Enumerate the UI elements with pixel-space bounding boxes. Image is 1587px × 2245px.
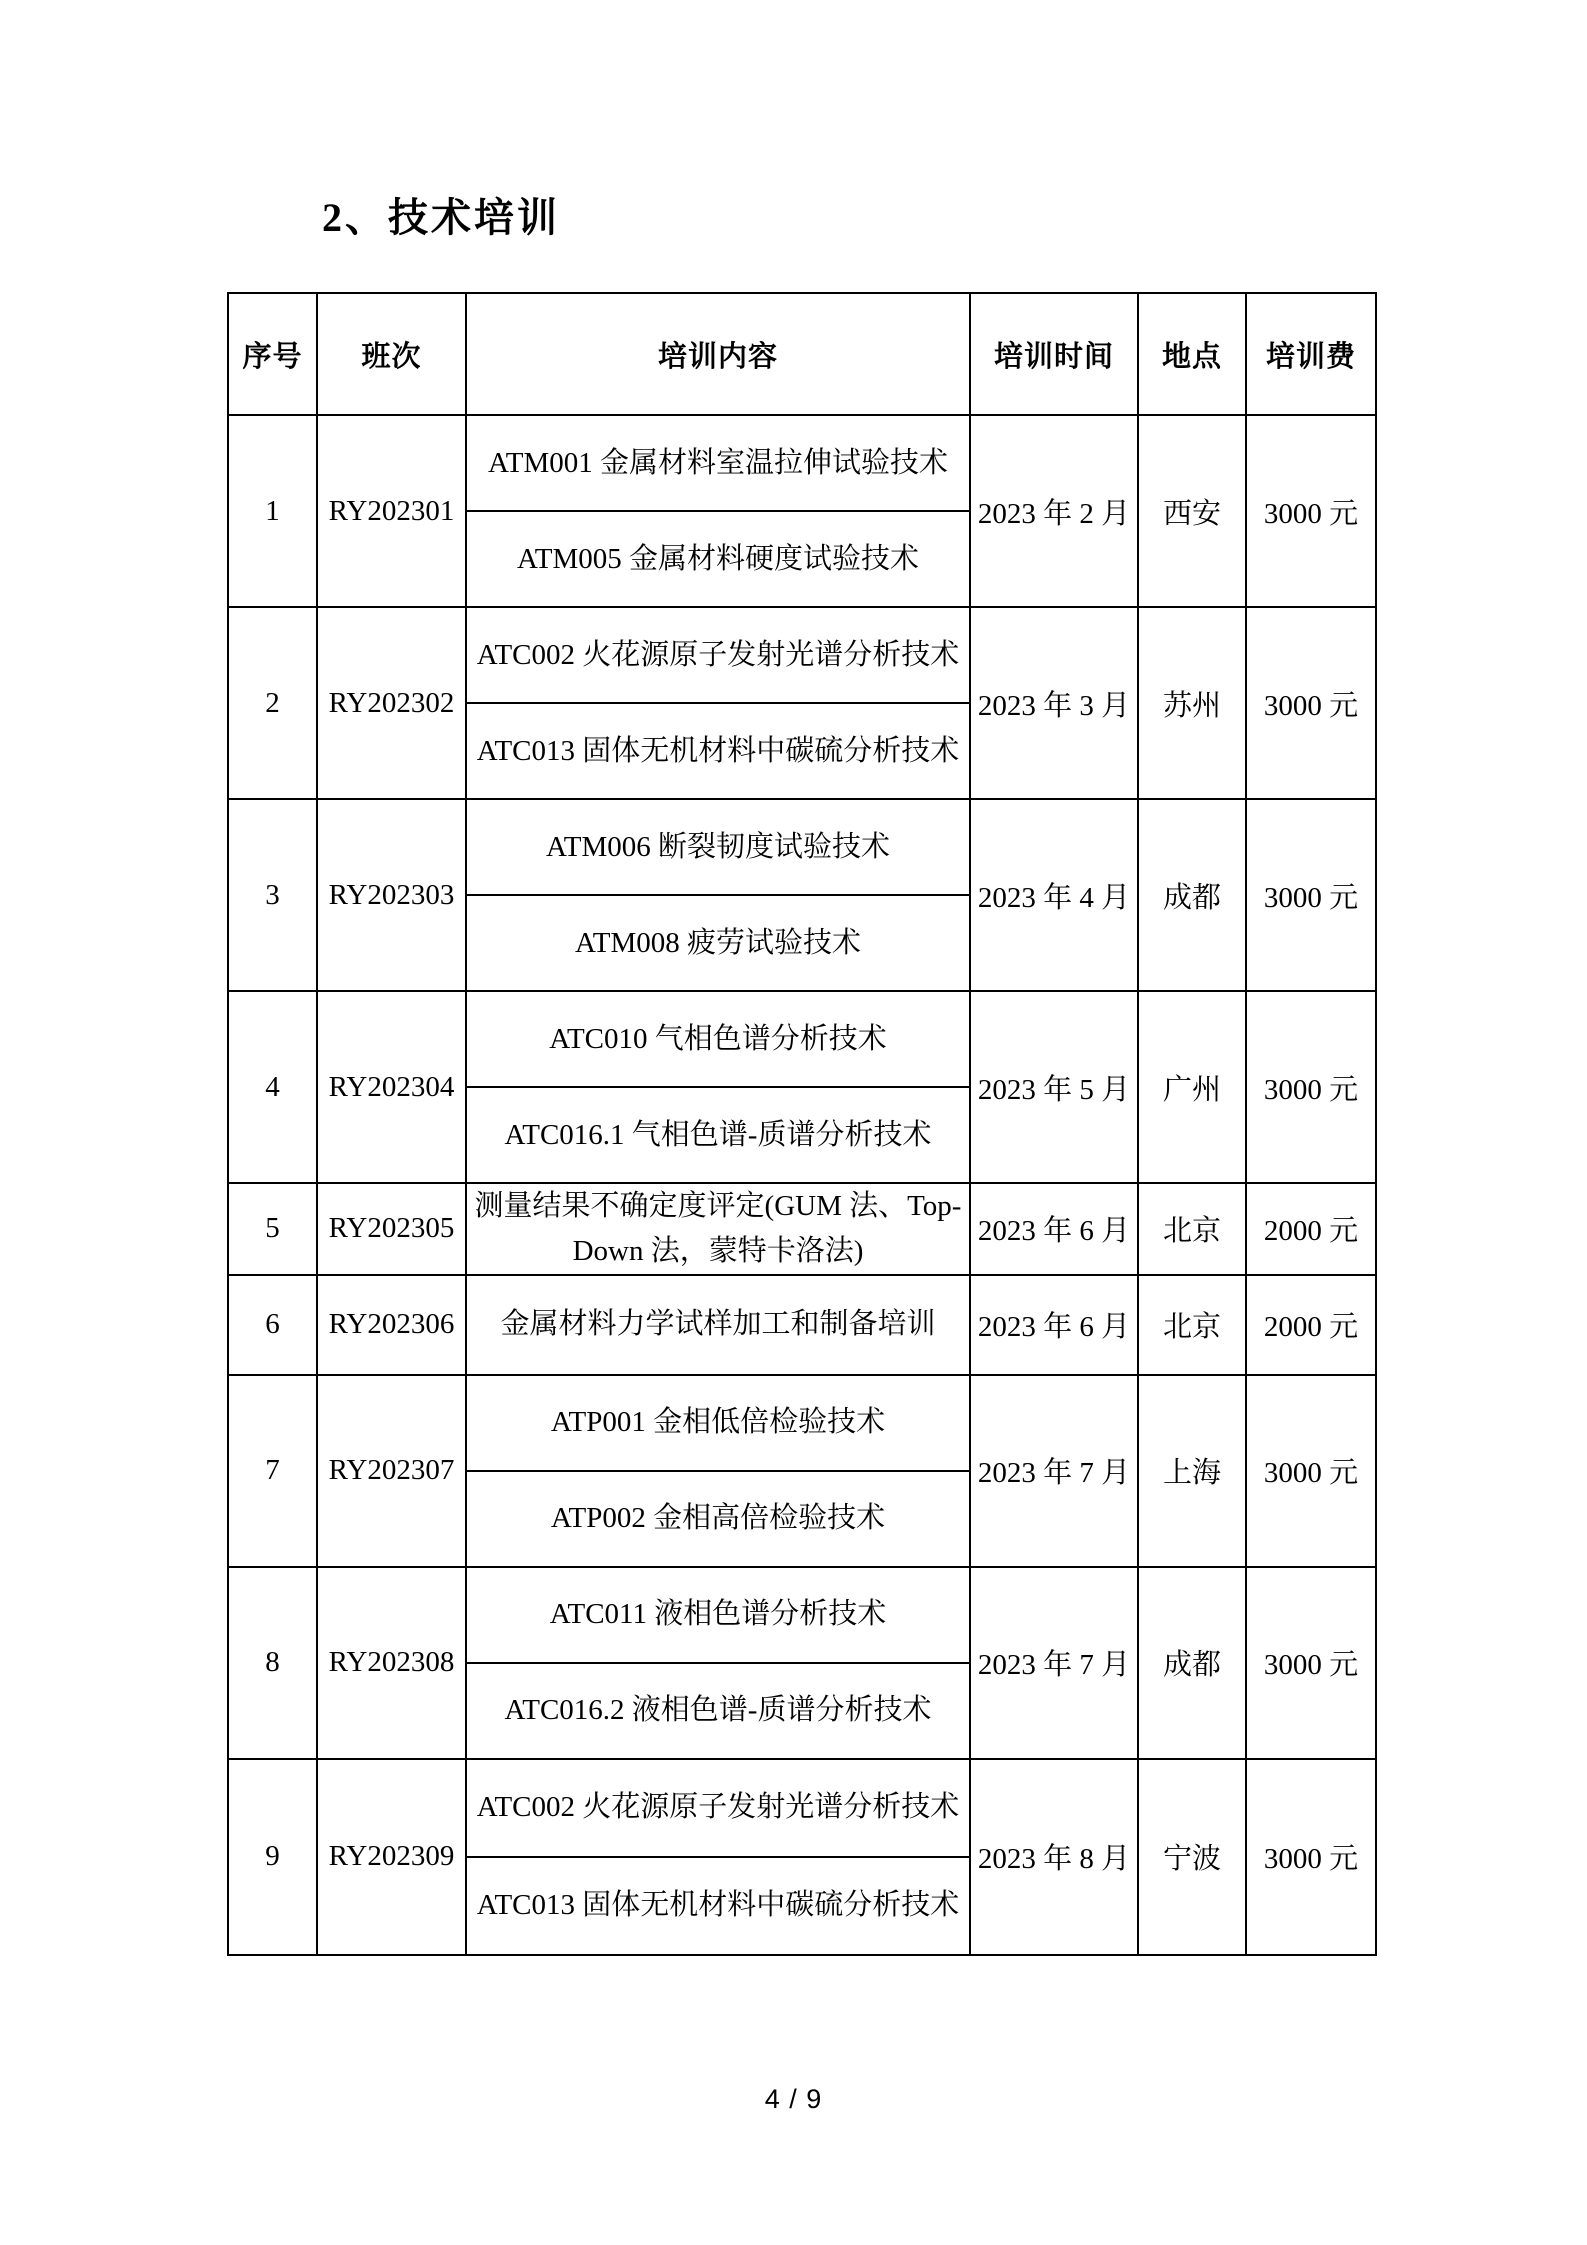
table-row <box>228 1375 1376 1471</box>
location-cell: 成都 <box>1138 1567 1246 1759</box>
seq-cell: 9 <box>228 1759 317 1955</box>
time-cell: 2023 年 6 月 <box>970 1275 1138 1375</box>
content-cell: ATM006 断裂韧度试验技术 <box>466 799 970 895</box>
time-cell: 2023 年 7 月 <box>970 1567 1138 1759</box>
location-cell: 北京 <box>1138 1275 1246 1375</box>
location-cell: 成都 <box>1138 799 1246 991</box>
time-cell: 2023 年 2 月 <box>970 415 1138 607</box>
location-cell: 苏州 <box>1138 607 1246 799</box>
class-code-cell: RY202308 <box>317 1567 466 1759</box>
fee-cell: 3000 元 <box>1246 1375 1376 1567</box>
class-code-cell: RY202303 <box>317 799 466 991</box>
time-cell: 2023 年 5 月 <box>970 991 1138 1183</box>
class-code-cell: RY202307 <box>317 1375 466 1567</box>
location-cell: 广州 <box>1138 991 1246 1183</box>
seq-cell: 7 <box>228 1375 317 1567</box>
seq-cell: 8 <box>228 1567 317 1759</box>
table-row <box>228 1183 1376 1275</box>
fee-cell: 3000 元 <box>1246 1567 1376 1759</box>
class-code-cell: RY202304 <box>317 991 466 1183</box>
content-cell: ATM005 金属材料硬度试验技术 <box>466 511 970 607</box>
class-code-cell: RY202302 <box>317 607 466 799</box>
content-cell: ATC013 固体无机材料中碳硫分析技术 <box>466 1857 970 1955</box>
seq-cell: 5 <box>228 1183 317 1275</box>
content-cell: 测量结果不确定度评定(GUM 法、Top-Down 法，蒙特卡洛法) <box>466 1183 970 1275</box>
time-cell: 2023 年 7 月 <box>970 1375 1138 1567</box>
seq-cell: 6 <box>228 1275 317 1375</box>
page-number: 4 / 9 <box>764 2084 823 2114</box>
seq-cell: 3 <box>228 799 317 991</box>
fee-cell: 2000 元 <box>1246 1183 1376 1275</box>
class-code-cell: RY202306 <box>317 1275 466 1375</box>
seq-cell: 4 <box>228 991 317 1183</box>
fee-cell: 3000 元 <box>1246 991 1376 1183</box>
content-cell: ATC013 固体无机材料中碳硫分析技术 <box>466 703 970 799</box>
header-location: 地点 <box>1138 293 1246 415</box>
class-code-cell: RY202301 <box>317 415 466 607</box>
header-time: 培训时间 <box>970 293 1138 415</box>
header-fee: 培训费 <box>1246 293 1376 415</box>
seq-cell: 1 <box>228 415 317 607</box>
header-class: 班次 <box>317 293 466 415</box>
fee-cell: 3000 元 <box>1246 415 1376 607</box>
time-cell: 2023 年 4 月 <box>970 799 1138 991</box>
fee-cell: 3000 元 <box>1246 607 1376 799</box>
content-cell: ATM001 金属材料室温拉伸试验技术 <box>466 415 970 511</box>
table-row <box>228 799 1376 895</box>
content-cell: ATM008 疲劳试验技术 <box>466 895 970 991</box>
content-cell: ATC002 火花源原子发射光谱分析技术 <box>466 607 970 703</box>
content-cell: 金属材料力学试样加工和制备培训 <box>466 1275 970 1375</box>
table-row <box>228 1567 1376 1663</box>
location-cell: 北京 <box>1138 1183 1246 1275</box>
table-row <box>228 1275 1376 1375</box>
header-content: 培训内容 <box>466 293 970 415</box>
fee-cell: 2000 元 <box>1246 1275 1376 1375</box>
content-cell: ATP001 金相低倍检验技术 <box>466 1375 970 1471</box>
time-cell: 2023 年 8 月 <box>970 1759 1138 1955</box>
class-code-cell: RY202309 <box>317 1759 466 1955</box>
fee-cell: 3000 元 <box>1246 799 1376 991</box>
table-row <box>228 1759 1376 1857</box>
header-seq: 序号 <box>228 293 317 415</box>
location-cell: 宁波 <box>1138 1759 1246 1955</box>
time-cell: 2023 年 6 月 <box>970 1183 1138 1275</box>
content-cell: ATC010 气相色谱分析技术 <box>466 991 970 1087</box>
training-table <box>227 292 1377 1956</box>
content-cell: ATC011 液相色谱分析技术 <box>466 1567 970 1663</box>
content-cell: ATC002 火花源原子发射光谱分析技术 <box>466 1759 970 1857</box>
table-header-row <box>228 293 1376 415</box>
table-row <box>228 415 1376 511</box>
location-cell: 西安 <box>1138 415 1246 607</box>
time-cell: 2023 年 3 月 <box>970 607 1138 799</box>
table-row <box>228 991 1376 1087</box>
seq-cell: 2 <box>228 607 317 799</box>
location-cell: 上海 <box>1138 1375 1246 1567</box>
table-row <box>228 607 1376 703</box>
fee-cell: 3000 元 <box>1246 1759 1376 1955</box>
class-code-cell: RY202305 <box>317 1183 466 1275</box>
section-title: 2、技术培训 <box>322 195 560 240</box>
content-cell: ATC016.2 液相色谱-质谱分析技术 <box>466 1663 970 1759</box>
content-cell: ATC016.1 气相色谱-质谱分析技术 <box>466 1087 970 1183</box>
content-cell: ATP002 金相高倍检验技术 <box>466 1471 970 1567</box>
